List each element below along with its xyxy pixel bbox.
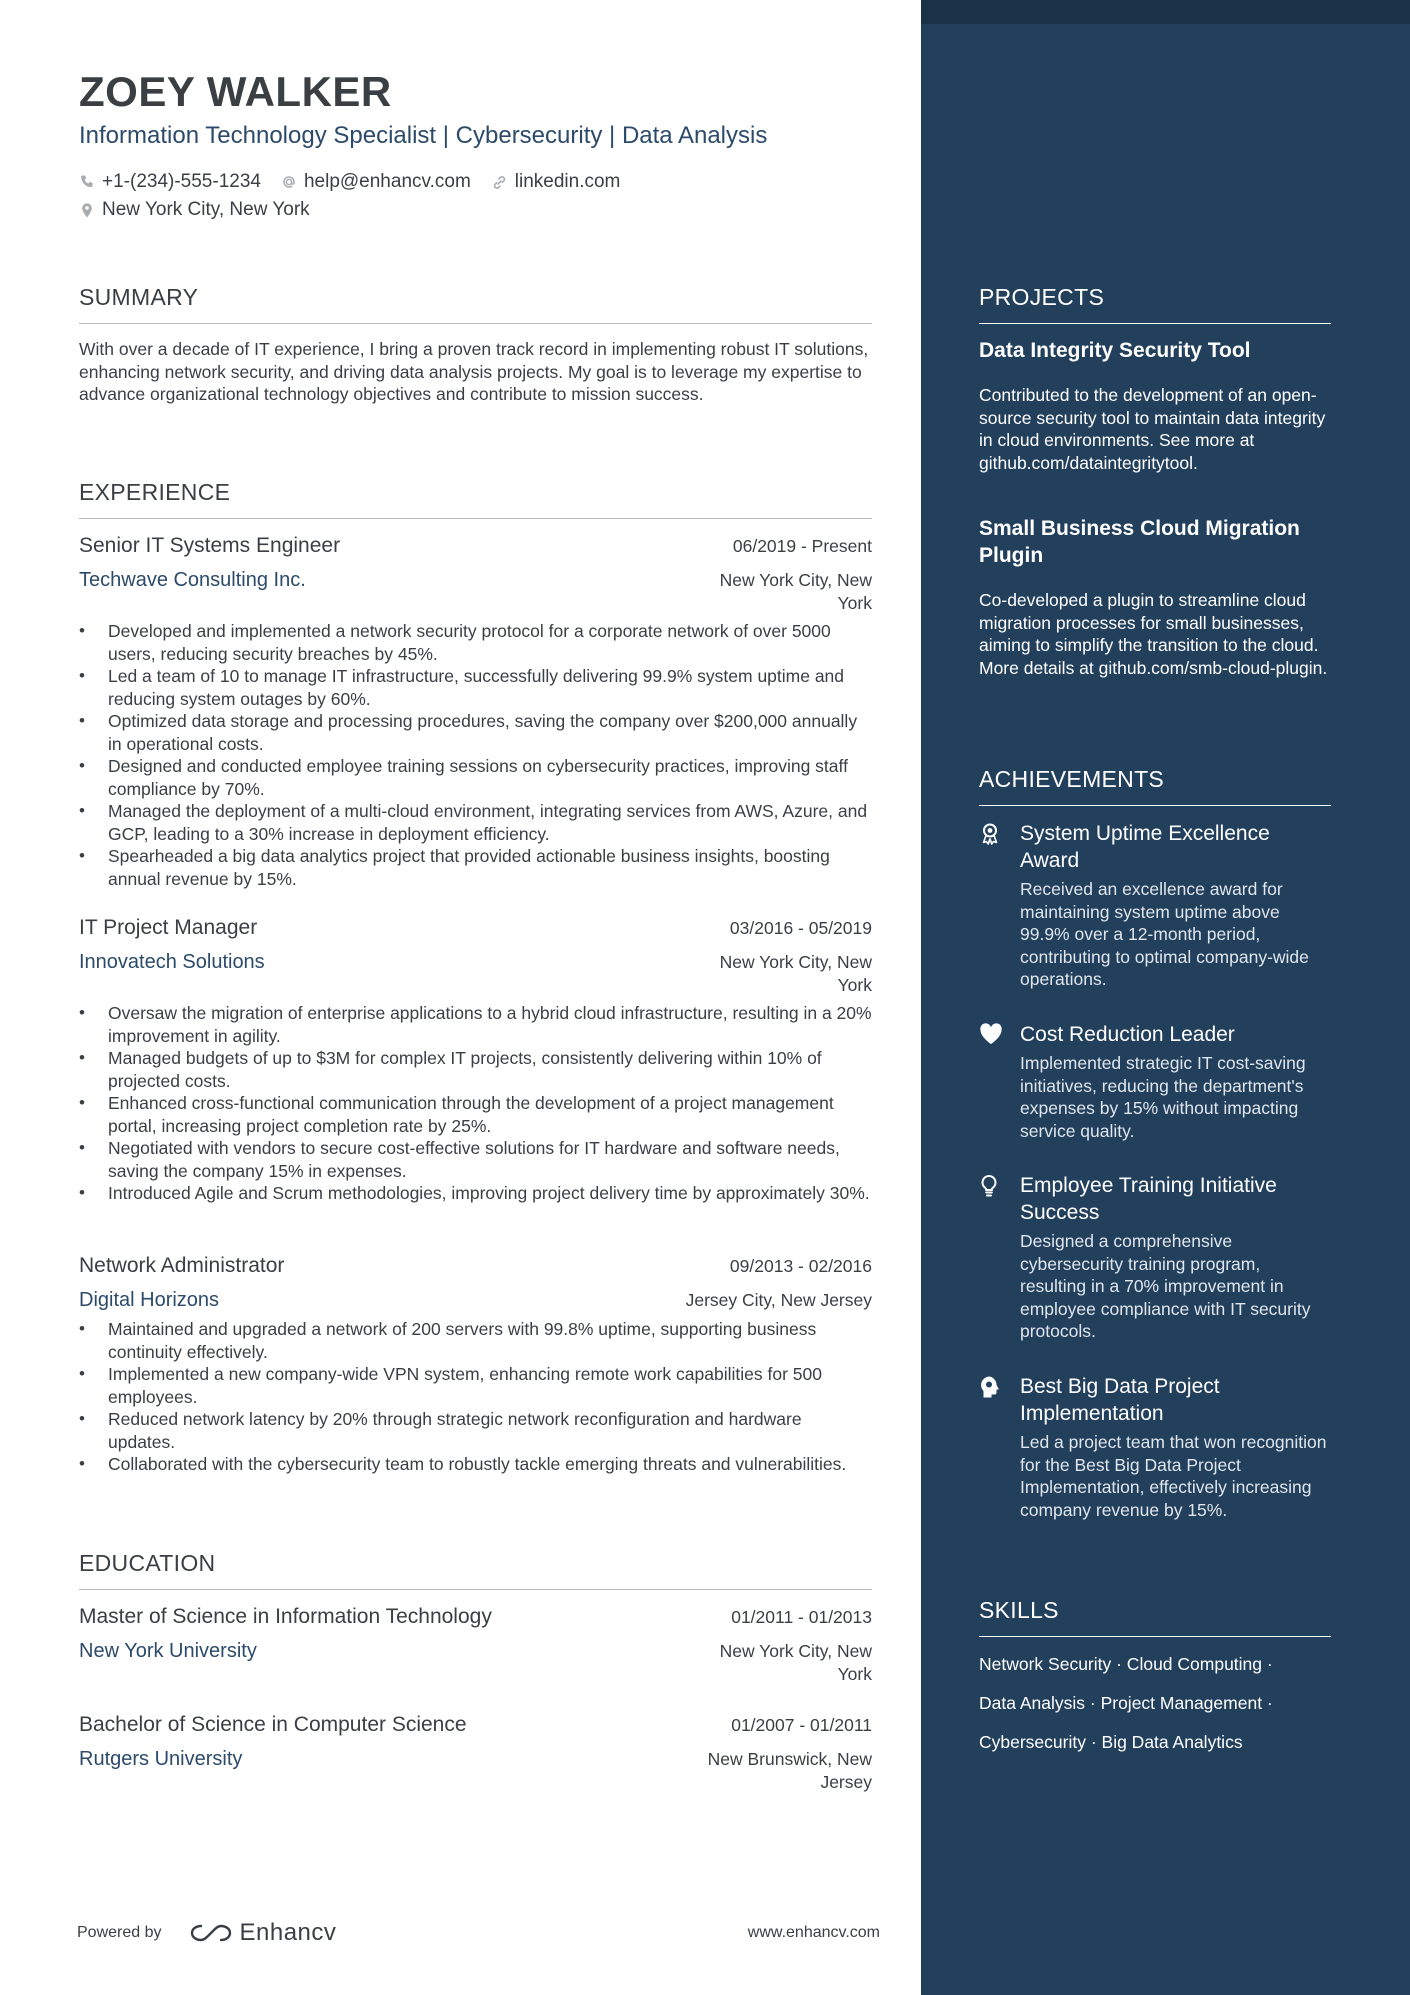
job-dates: 06/2019 - Present [732,536,872,556]
projects-heading: PROJECTS [979,284,1331,324]
job-company: Techwave Consulting Inc. [79,569,306,591]
degree-title: Bachelor of Science in Computer Science [79,1713,467,1736]
summary-text: With over a decade of IT experience, I bring a proven track record in implementing robust IT solutions, enhancing network security, and driving data analysis projects. My goal is to leverage my expertise to advance organizational technology objectives and contribute to mission success. [79,339,869,404]
heart-icon [979,1023,1003,1045]
job-title: IT Project Manager [79,916,258,939]
job-location: New York City, New York [719,952,872,995]
achievement-description: Implemented strategic IT cost-saving initiatives, reducing the department's expenses by 15% without impacting service quality. [1020,1053,1306,1141]
achievement-title: Employee Training Initiative Success [1020,1174,1277,1224]
contact-link[interactable] [491,171,621,193]
job-bullet: • Introduced Agile and Scrum methodologies, improving project delivery time by approximately 30%. [79,1182,872,1205]
job-entry [79,916,872,1205]
project-description: Co-developed a plugin to streamline cloud migration processes for small businesses, aiming to simplify the transition to the cloud. More details at github.com/smb-cloud-plugin. [979,590,1328,678]
job-bullets [79,1002,872,1205]
contact-email[interactable] [281,171,471,193]
contact-info [79,168,872,224]
achievements-section [979,766,1331,806]
experience-section [79,479,872,519]
summary-heading: SUMMARY [79,284,872,324]
skills-section [979,1597,1331,1637]
school-location: New York City, New York [719,1641,872,1684]
school-name: Rutgers University [79,1748,243,1770]
enhancv-logo[interactable] [188,1919,337,1947]
job-title: Network Administrator [79,1254,285,1277]
job-bullet: • Managed the deployment of a multi-cloud environment, integrating services from AWS, Azure, and GCP, leading to a 30% increase in deployment efficiency. [79,800,872,845]
job-entry [79,1254,872,1476]
job-bullets [79,1318,872,1476]
summary-section [79,284,872,406]
email-text: help@enhancv.com [303,171,471,192]
project-description: Contributed to the development of an open-source security tool to maintain data integrity in cloud environments. See more at github.com/dataintegritytool. [979,385,1326,473]
skills-heading: SKILLS [979,1597,1331,1637]
education-entry [79,1605,872,1685]
school-location: New Brunswick, New Jersey [707,1749,872,1792]
sidebar-top-band [921,0,1410,24]
job-bullet: • Led a team of 10 to manage IT infrastructure, successfully delivering 99.9% system uptime and reducing system outages by 60%. [79,665,872,710]
school-name: New York University [79,1640,257,1662]
job-bullet: • Developed and implemented a network security protocol for a corporate network of over 5000 users, reducing security breaches by 45%. [79,620,872,665]
enhancv-logo-text: Enhancv [239,1919,337,1946]
candidate-headline: Information Technology Specialist | Cybersecurity | Data Analysis [79,122,768,149]
job-bullet: • Collaborated with the cybersecurity team to robustly tackle emerging threats and vulnerabilities. [79,1453,872,1476]
education-entry [79,1713,872,1793]
head-brain-icon [979,1375,1001,1399]
project-title: Small Business Cloud Migration Plugin [979,517,1300,567]
location-text: New York City, New York [102,199,310,220]
footer [77,1913,880,1953]
job-bullets [79,620,872,890]
skills-line: Data Analysis · Project Management · [979,1693,1273,1713]
job-bullet: • Oversaw the migration of enterprise applications to a hybrid cloud infrastructure, resulting in a 20% improvement in agility. [79,1002,872,1047]
education-dates: 01/2007 - 01/2011 [731,1715,872,1735]
experience-heading: EXPERIENCE [79,479,872,519]
powered-by [77,1919,336,1947]
footer-website[interactable]: www.enhancv.com [747,1924,880,1941]
achievement-title: System Uptime Excellence Award [1020,822,1270,872]
skills-list [979,1645,1331,1762]
achievement-description: Designed a comprehensive cybersecurity training program, resulting in a 70% improvement in employee compliance with IT security protocols. [1020,1231,1311,1341]
job-dates: 09/2013 - 02/2016 [729,1256,872,1276]
job-company: Digital Horizons [79,1289,220,1311]
achievement-description: Led a project team that won recognition for the Best Big Data Project Implementation, effectively increasing company revenue by 15%. [1020,1432,1327,1520]
job-bullet: • Negotiated with vendors to secure cost-effective solutions for IT hardware and software needs, saving the company 15% in expenses. [79,1137,872,1182]
job-bullet: • Spearheaded a big data analytics project that provided actionable business insights, boosting annual revenue by 15%. [79,845,872,890]
link-icon [491,174,508,191]
job-bullet: • Maintained and upgraded a network of 200 servers with 99.8% uptime, supporting business continuity effectively. [79,1318,872,1363]
achievement-item [979,1373,1331,1521]
skills-line: Cybersecurity · Big Data Analytics [979,1732,1243,1752]
link-text: linkedin.com [514,171,621,192]
powered-by-label: Powered by [77,1924,162,1941]
achievements-heading: ACHIEVEMENTS [979,766,1331,806]
job-bullet: • Enhanced cross-functional communication through the development of a project management portal, increasing project completion rate by 25%. [79,1092,872,1137]
skills-line: Network Security · Cloud Computing · [979,1654,1273,1674]
education-dates: 01/2011 - 01/2013 [731,1607,872,1627]
at-icon [281,174,297,190]
achievement-description: Received an excellence award for maintaining system uptime above 99.9% over a 12-month period, contributing to optimal company-wide operations. [1020,879,1309,989]
projects-section [979,284,1331,324]
job-dates: 03/2016 - 05/2019 [729,918,872,938]
job-location: New York City, New York [719,570,872,613]
phone-icon [79,174,95,190]
project-title: Data Integrity Security Tool [979,339,1251,362]
job-bullet: • Implemented a new company-wide VPN system, enhancing remote work capabilities for 500 employees. [79,1363,872,1408]
job-bullet: • Designed and conducted employee training sessions on cybersecurity practices, improving staff compliance by 70%. [79,755,872,800]
education-heading: EDUCATION [79,1550,872,1590]
phone-text: +1-(234)-555-1234 [102,171,261,192]
candidate-name: ZOEY WALKER [79,68,392,115]
job-company: Innovatech Solutions [79,951,265,973]
contact-location [79,199,310,221]
job-bullet: • Optimized data storage and processing procedures, saving the company over $200,000 annually in operational costs. [79,710,872,755]
achievement-title: Best Big Data Project Implementation [1020,1375,1220,1425]
location-pin-icon [79,202,95,219]
achievement-item [979,1021,1331,1142]
enhancv-logo-icon [188,1921,234,1945]
project-entry [979,515,1331,679]
job-title: Senior IT Systems Engineer [79,534,341,557]
education-section [79,1550,872,1590]
achievement-title: Cost Reduction Leader [1020,1023,1235,1046]
achievement-item [979,1172,1331,1343]
job-location: Jersey City, New Jersey [685,1290,872,1310]
project-entry [979,337,1331,474]
job-bullet: • Managed budgets of up to $3M for complex IT projects, consistently delivering within 10% of projected costs. [79,1047,872,1092]
degree-title: Master of Science in Information Technology [79,1605,492,1628]
job-entry [79,534,872,890]
achievement-item [979,820,1331,991]
lightbulb-icon [979,1174,999,1198]
contact-phone[interactable] [79,171,261,193]
award-icon [979,822,1001,846]
job-bullet: • Reduced network latency by 20% through strategic network reconfiguration and hardware updates. [79,1408,872,1453]
